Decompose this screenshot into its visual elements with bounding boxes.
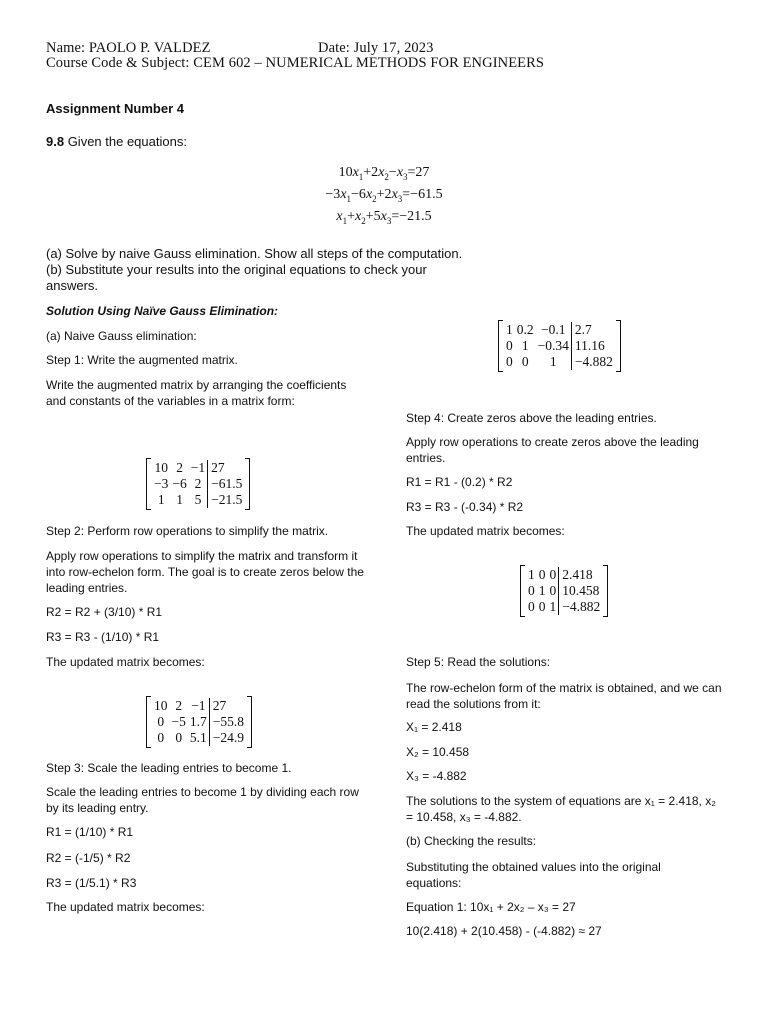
scale-r1: R1 = (1/10) * R1 bbox=[46, 825, 134, 839]
matrix-coefficient-cell: 1 bbox=[157, 492, 165, 507]
matrix-bracket bbox=[146, 696, 151, 748]
matrix-bracket bbox=[520, 565, 525, 617]
problem-statement bbox=[46, 134, 187, 150]
matrix-coefficient-cell: 0 bbox=[528, 583, 535, 598]
step-1: Step 1: Write the augmented matrix. bbox=[46, 353, 238, 367]
matrix-coefficient-cell: 0 bbox=[549, 567, 557, 582]
matrix-constant-cell: −55.8 bbox=[209, 714, 246, 730]
row-op-r3: R3 = R3 - (1/10) * R1 bbox=[46, 630, 160, 644]
check-description: Substituting the obtained values into the original equations: bbox=[406, 860, 661, 890]
matrix-coefficient-cell: 2 bbox=[194, 476, 202, 491]
student-name: Name: PAOLO P. VALDEZ bbox=[46, 40, 211, 56]
assignment-title: Assignment Number 4 bbox=[46, 101, 184, 116]
matrix-constant-cell: −4.882 bbox=[571, 354, 615, 370]
step-5: Step 5: Read the solutions: bbox=[406, 655, 551, 669]
matrix-coefficient-cell: 0.2 bbox=[516, 322, 534, 337]
matrix-coefficient-cell: 0 bbox=[528, 599, 535, 614]
matrix-coefficient-cell: 0 bbox=[506, 338, 513, 353]
matrix-coefficient-cell: 1 bbox=[549, 354, 557, 369]
row-op-r1: R1 = R1 - (0.2) * R2 bbox=[406, 475, 513, 489]
step-5-description: The row-echelon form of the matrix is obtained, and we can read the solutions from it: bbox=[406, 681, 722, 711]
matrix-coefficient-cell: 5.1 bbox=[189, 730, 207, 745]
matrix-coefficient-cell: 5 bbox=[194, 492, 202, 507]
matrix-coefficient-cell: 1.7 bbox=[189, 714, 207, 729]
part-a-label: (a) Naive Gauss elimination: bbox=[46, 329, 197, 343]
updated-matrix-label-2: The updated matrix becomes: bbox=[46, 900, 205, 914]
matrix-bracket bbox=[616, 320, 621, 372]
equation-2: $-3x_1-6x_2+2x_3=-61.5$ bbox=[325, 186, 443, 204]
matrix-constant-cell: 2.7 bbox=[571, 322, 615, 338]
matrix-coefficient-cell: −0.34 bbox=[537, 338, 569, 353]
matrix-coefficient-cell: 0 bbox=[175, 730, 183, 745]
matrix-constant-cell: 27 bbox=[209, 698, 246, 714]
matrix-table bbox=[504, 322, 615, 370]
matrix-coefficient-cell: 1 bbox=[521, 338, 529, 353]
matrix-table bbox=[526, 567, 602, 615]
part-b-prompt: (b) Substitute your results into the original equations to check your answers. bbox=[46, 262, 427, 293]
matrix-bracket bbox=[498, 320, 503, 372]
matrix-table bbox=[152, 698, 246, 746]
row-op-r3-right: R3 = R3 - (-0.34) * R2 bbox=[406, 500, 524, 514]
matrix-constant-cell: 11.16 bbox=[571, 338, 615, 354]
matrix-coefficient-cell: −5 bbox=[171, 714, 186, 729]
matrix-coefficient-cell: 0 bbox=[157, 714, 165, 729]
equation-1: $10x_1+2x_2-x_3=27$ bbox=[338, 165, 430, 182]
reduced-matrix bbox=[526, 567, 602, 615]
matrix-constant-cell: 10.458 bbox=[559, 583, 603, 599]
matrix-constant-cell: −61.5 bbox=[208, 476, 245, 492]
equation-3: $x_1+x_2+5x_3=-21.5$ bbox=[336, 208, 432, 226]
matrix-coefficient-cell: 2 bbox=[176, 460, 183, 475]
matrix-coefficient-cell: −0.1 bbox=[541, 322, 566, 337]
solution-x3: X₃ = -4.882 bbox=[406, 769, 467, 783]
matrix-coefficient-cell: 0 bbox=[521, 354, 529, 369]
matrix-coefficient-cell: 1 bbox=[528, 567, 535, 582]
matrix-coefficient-cell: 10 bbox=[154, 698, 168, 713]
matrix-bracket bbox=[603, 565, 608, 617]
check-equation-1: Equation 1: 10x₁ + 2x₂ – x₃ = 27 bbox=[406, 900, 576, 914]
matrix-bracket bbox=[146, 458, 151, 510]
matrix-coefficient-cell: −1 bbox=[191, 698, 206, 713]
matrix-coefficient-cell: −6 bbox=[172, 476, 187, 491]
matrix-coefficient-cell: 0 bbox=[157, 730, 165, 745]
step-4: Step 4: Create zeros above the leading entries. bbox=[406, 411, 657, 425]
updated-matrix-label-3: The updated matrix becomes: bbox=[406, 524, 565, 538]
matrix-bracket bbox=[247, 696, 252, 748]
matrix-coefficient-cell: −1 bbox=[190, 460, 206, 475]
solution-x1: X₁ = 2.418 bbox=[406, 720, 462, 734]
matrix-coefficient-cell: 1 bbox=[538, 583, 546, 598]
part-a-prompt: (a) Solve by naive Gauss elimination. Show all steps of the computation. bbox=[46, 246, 463, 261]
matrix-coefficient-cell: −3 bbox=[154, 476, 169, 491]
scale-r3: R3 = (1/5.1) * R3 bbox=[46, 876, 137, 890]
course-line: Course Code & Subject: CEM 602 – NUMERICAL METHODS FOR ENGINEERS bbox=[46, 55, 545, 71]
matrix-coefficient-cell: 0 bbox=[549, 583, 557, 598]
matrix-coefficient-cell: 0 bbox=[538, 599, 546, 614]
matrix-table bbox=[152, 460, 244, 508]
matrix-coefficient-cell: 0 bbox=[538, 567, 546, 582]
part-b-label: (b) Checking the results: bbox=[406, 834, 537, 848]
solution-x2: X₂ = 10.458 bbox=[406, 745, 470, 759]
problem-intro: Given the equations: bbox=[64, 134, 187, 149]
step-3: Step 3: Scale the leading entries to become 1. bbox=[46, 761, 292, 775]
matrix-coefficient-cell: 1 bbox=[506, 322, 513, 337]
step-4-description: Apply row operations to create zeros above the leading entries. bbox=[406, 435, 699, 465]
problem-number: 9.8 bbox=[46, 134, 65, 149]
date: Date: July 17, 2023 bbox=[318, 40, 434, 56]
scale-r2: R2 = (-1/5) * R2 bbox=[46, 851, 131, 865]
augmented-matrix bbox=[152, 460, 244, 508]
matrix-constant-cell: 27 bbox=[208, 460, 245, 476]
matrix-coefficient-cell: 0 bbox=[506, 354, 513, 369]
step-3-description: Scale the leading entries to become 1 by dividing each row by its leading entry. bbox=[46, 785, 359, 815]
updated-matrix-label-1: The updated matrix becomes: bbox=[46, 655, 205, 669]
check-equation-1-calc: 10(2.418) + 2(10.458) - (-4.882) ≈ 27 bbox=[406, 924, 602, 938]
equation-system bbox=[284, 164, 484, 229]
matrix-coefficient-cell: 2 bbox=[175, 698, 183, 713]
step-2: Step 2: Perform row operations to simplify the matrix. bbox=[46, 524, 329, 538]
matrix-after-scaling bbox=[504, 322, 615, 370]
step-1-description: Write the augmented matrix by arranging the coefficients and constants of the variables in a matrix form: bbox=[46, 378, 347, 408]
matrix-coefficient-cell: 10 bbox=[154, 460, 168, 475]
solutions-sentence: The solutions to the system of equations are x₁ = 2.418, x₂ = 10.458, x₃ = -4.882. bbox=[406, 794, 716, 824]
solution-heading: Solution Using Naïve Gauss Elimination: bbox=[46, 304, 279, 318]
row-op-r2: R2 = R2 + (3/10) * R1 bbox=[46, 605, 163, 619]
matrix-constant-cell: −21.5 bbox=[208, 492, 245, 508]
matrix-after-elimination bbox=[152, 698, 246, 746]
matrix-constant-cell: −24.9 bbox=[209, 730, 246, 746]
matrix-constant-cell: −4.882 bbox=[559, 599, 603, 615]
step-2-description: Apply row operations to simplify the matrix and transform it into row-echelon form. The goal is to create zeros below the leading entries. bbox=[46, 549, 364, 595]
matrix-coefficient-cell: 1 bbox=[176, 492, 183, 507]
matrix-constant-cell: 2.418 bbox=[559, 567, 603, 583]
matrix-bracket bbox=[245, 458, 250, 510]
matrix-coefficient-cell: 1 bbox=[549, 599, 557, 614]
